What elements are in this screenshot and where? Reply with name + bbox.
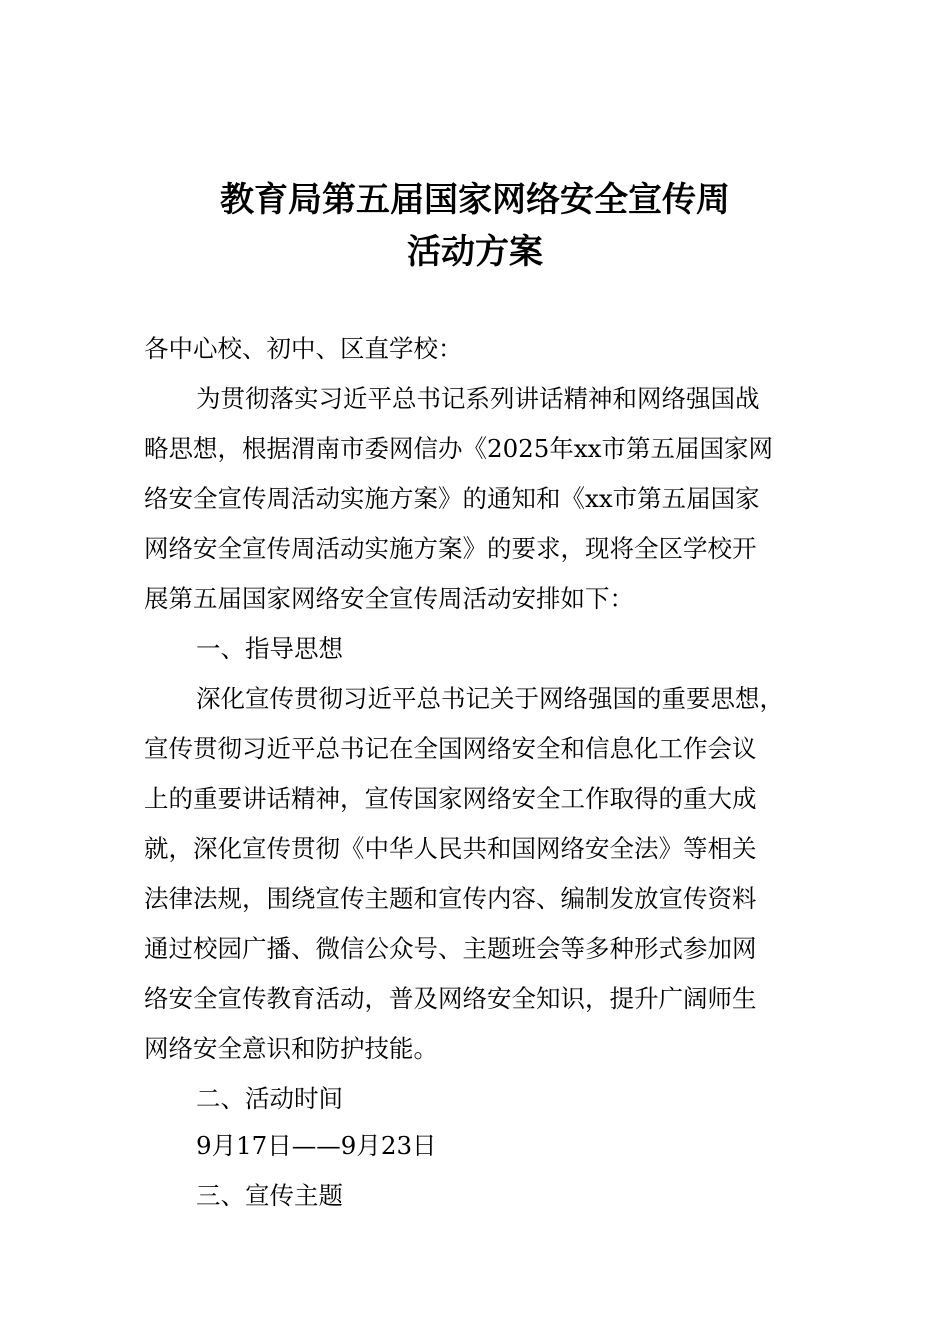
paragraph-line: 通过校园广播、微信公众号、主题班会等多种形式参加网 <box>144 934 757 963</box>
paragraph-line: 宣传贯彻习近平总书记在全国网络安全和信息化工作会议 <box>144 734 757 763</box>
salutation: 各中心校、初中、区直学校： <box>144 334 463 363</box>
document-title-line-1: 教育局第五届国家网络安全宣传周 <box>220 180 730 220</box>
paragraph-line: 络安全宣传周活动实施方案》的通知和《xx市第五届国家 <box>144 484 760 513</box>
section-heading: 一、指导思想 <box>196 634 343 663</box>
paragraph-line: 网络安全意识和防护技能。 <box>144 1034 438 1063</box>
paragraph-line: 深化宣传贯彻习近平总书记关于网络强国的重要思想， <box>196 684 784 713</box>
paragraph-line: 展第五届国家网络安全宣传周活动安排如下： <box>144 584 634 613</box>
paragraph-line: 为贯彻落实习近平总书记系列讲话精神和网络强国战 <box>196 384 760 413</box>
section-heading: 三、宣传主题 <box>196 1181 343 1210</box>
paragraph-line: 略思想，根据渭南市委网信办《2025年xx市第五届国家网 <box>144 434 773 463</box>
paragraph-line: 法律法规，围绕宣传主题和宣传内容、编制发放宣传资料 <box>144 884 757 913</box>
paragraph-line: 上的重要讲话精神，宣传国家网络安全工作取得的重大成 <box>144 784 757 813</box>
section-heading: 二、活动时间 <box>196 1084 343 1113</box>
paragraph-line: 网络安全宣传周活动实施方案》的要求，现将全区学校开 <box>144 534 757 563</box>
activity-dates: 9月17日——9月23日 <box>196 1131 437 1160</box>
paragraph-line: 络安全宣传教育活动，普及网络安全知识，提升广阔师生 <box>144 984 757 1013</box>
paragraph-line: 就，深化宣传贯彻《中华人民共和国网络安全法》等相关 <box>144 834 757 863</box>
document-title-line-2: 活动方案 <box>407 232 543 272</box>
